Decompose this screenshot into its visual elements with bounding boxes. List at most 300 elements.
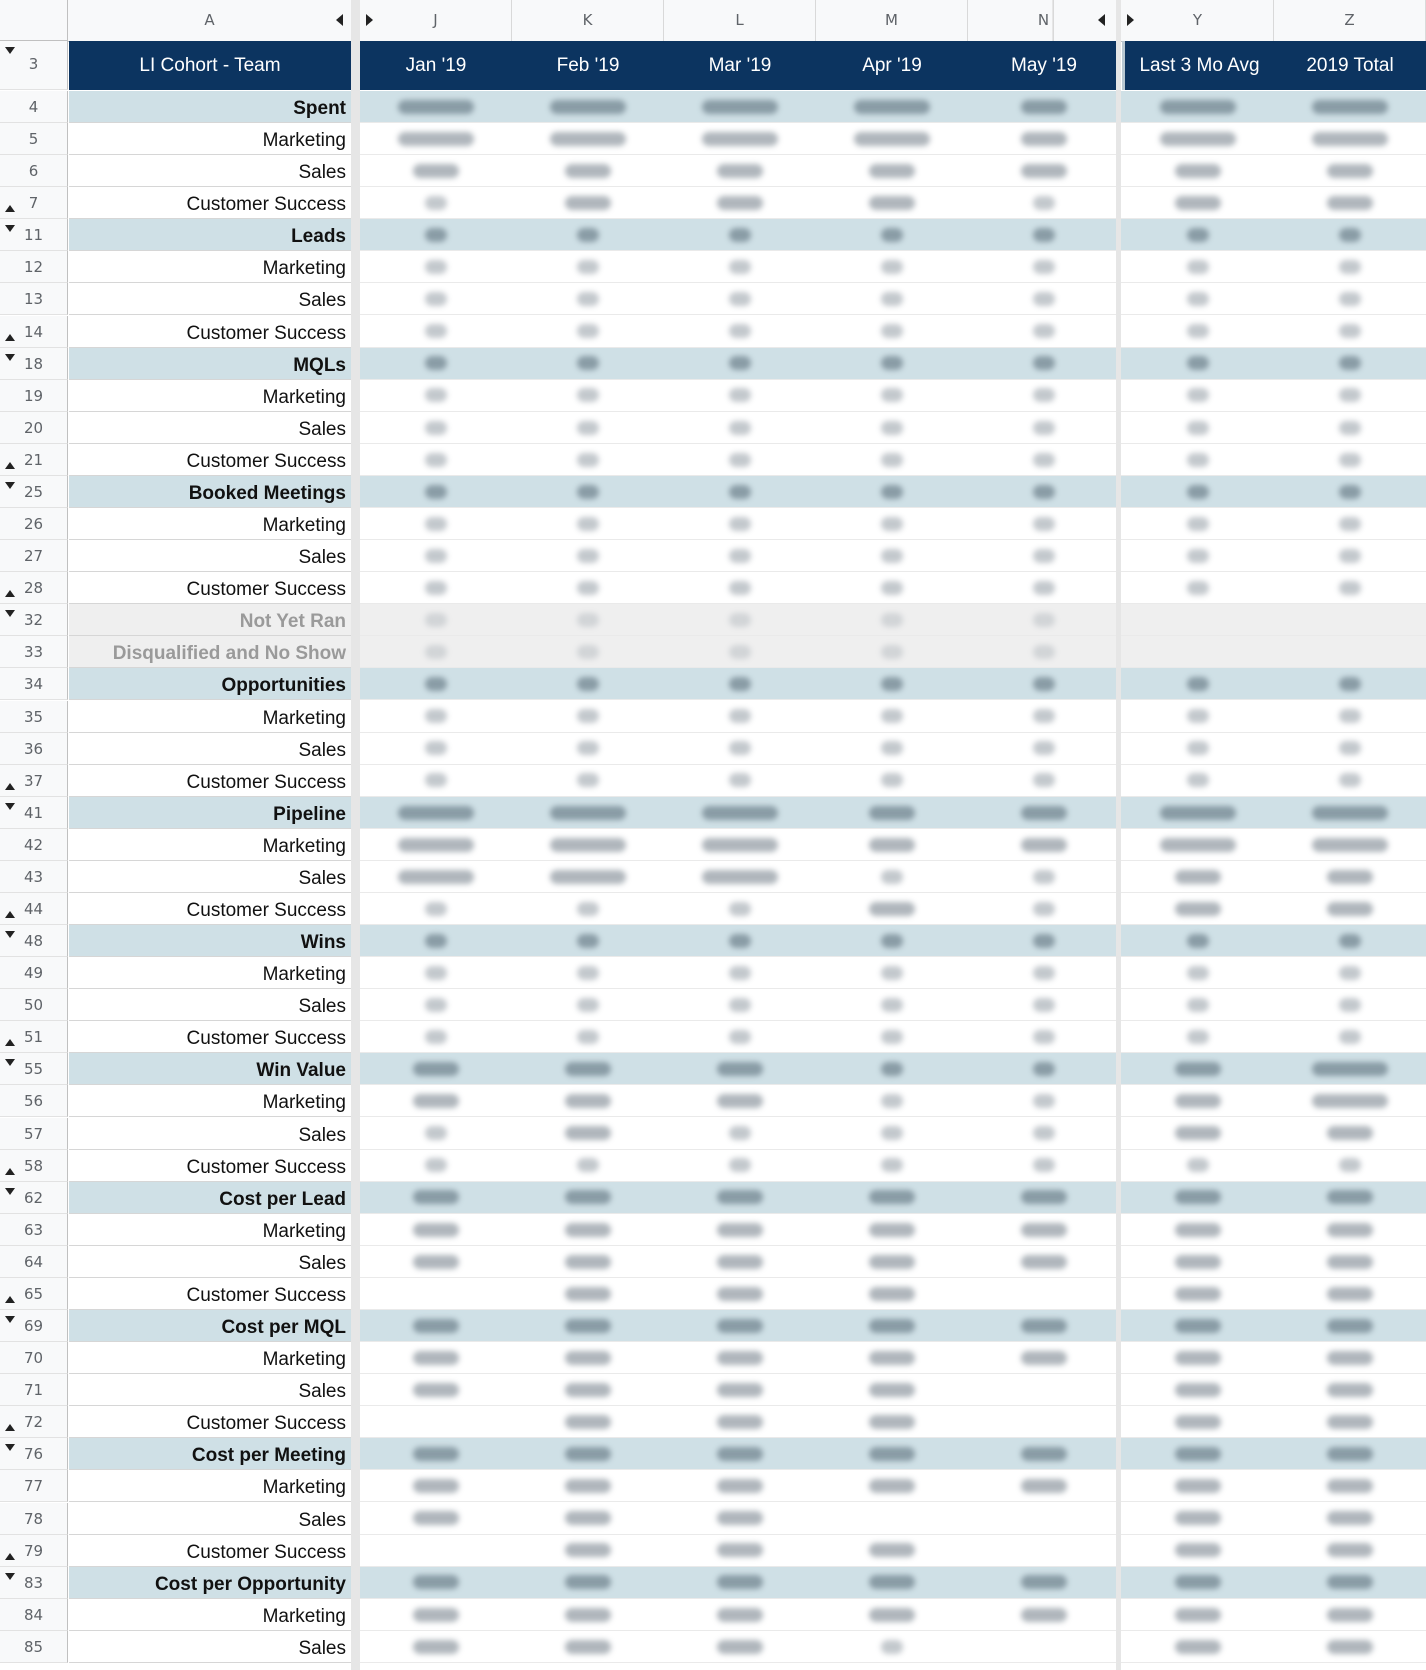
data-cell[interactable] [512, 797, 664, 829]
row-sub-label[interactable]: Sales [69, 861, 351, 893]
data-cell[interactable] [816, 1438, 968, 1470]
row-number[interactable] [0, 1278, 68, 1310]
data-cell[interactable] [512, 1118, 664, 1150]
row-section-label[interactable]: Cost per Meeting [69, 1438, 351, 1470]
data-cell[interactable] [1122, 412, 1274, 444]
row-sub-label[interactable]: Sales [69, 283, 351, 315]
data-cell[interactable] [968, 668, 1120, 700]
data-cell[interactable] [360, 1599, 512, 1631]
data-cell[interactable] [664, 1118, 816, 1150]
data-cell[interactable] [968, 701, 1120, 733]
data-cell[interactable] [968, 765, 1120, 797]
row-number[interactable] [0, 733, 68, 765]
data-cell[interactable] [512, 636, 664, 668]
data-cell[interactable] [1122, 1182, 1274, 1214]
row-section-label[interactable]: Opportunities [69, 668, 351, 700]
row-number[interactable] [0, 91, 68, 123]
row-section-label[interactable]: Not Yet Ran [69, 604, 351, 636]
row-number[interactable] [0, 957, 68, 989]
row-number[interactable] [0, 572, 68, 604]
frozen-column-divider[interactable] [351, 0, 360, 1670]
data-cell[interactable] [816, 1182, 968, 1214]
data-cell[interactable] [1274, 1599, 1426, 1631]
data-cell[interactable] [1122, 701, 1274, 733]
data-cell[interactable] [1122, 91, 1274, 123]
row-sub-label[interactable]: Sales [69, 1374, 351, 1406]
row-number[interactable] [0, 1470, 68, 1502]
data-cell[interactable] [512, 1053, 664, 1085]
row-sub-label[interactable]: Customer Success [69, 444, 351, 476]
data-cell[interactable] [1122, 1503, 1274, 1535]
data-cell[interactable] [816, 1053, 968, 1085]
data-cell[interactable] [968, 604, 1120, 636]
expand-right-arrow-icon[interactable] [1127, 14, 1134, 26]
data-cell[interactable] [1274, 316, 1426, 348]
data-cell[interactable] [816, 1278, 968, 1310]
data-cell[interactable] [1274, 1342, 1426, 1374]
data-cell[interactable] [512, 1278, 664, 1310]
row-sub-label[interactable]: Sales [69, 1503, 351, 1535]
row-number[interactable] [0, 636, 68, 668]
data-cell[interactable] [1274, 1631, 1426, 1663]
collapse-left-arrow-icon[interactable] [336, 14, 343, 26]
data-cell[interactable] [360, 1567, 512, 1599]
data-cell[interactable] [512, 476, 664, 508]
data-cell[interactable] [1122, 1406, 1274, 1438]
data-cell[interactable] [1122, 989, 1274, 1021]
data-cell[interactable] [664, 701, 816, 733]
column-header-n[interactable]: N [968, 0, 1120, 41]
data-cell[interactable] [816, 348, 968, 380]
row-sub-label[interactable]: Marketing [69, 829, 351, 861]
data-cell[interactable] [664, 283, 816, 315]
data-cell[interactable] [360, 861, 512, 893]
data-cell[interactable] [1274, 1567, 1426, 1599]
data-cell[interactable] [1274, 989, 1426, 1021]
data-cell[interactable] [360, 251, 512, 283]
data-cell[interactable] [968, 444, 1120, 476]
row-number[interactable] [0, 861, 68, 893]
data-cell[interactable] [512, 251, 664, 283]
data-cell[interactable] [664, 604, 816, 636]
data-cell[interactable] [360, 444, 512, 476]
data-cell[interactable] [1122, 155, 1274, 187]
data-cell[interactable] [816, 957, 968, 989]
row-sub-label[interactable]: Customer Success [69, 1406, 351, 1438]
row-number[interactable] [0, 508, 68, 540]
header-summary[interactable]: Last 3 Mo Avg [1122, 41, 1274, 90]
data-cell[interactable] [968, 540, 1120, 572]
data-cell[interactable] [968, 155, 1120, 187]
data-cell[interactable] [1274, 1182, 1426, 1214]
data-cell[interactable] [360, 476, 512, 508]
data-cell[interactable] [816, 604, 968, 636]
data-cell[interactable] [664, 219, 816, 251]
row-sub-label[interactable]: Marketing [69, 1599, 351, 1631]
data-cell[interactable] [512, 444, 664, 476]
data-cell[interactable] [968, 91, 1120, 123]
data-cell[interactable] [664, 797, 816, 829]
data-cell[interactable] [968, 957, 1120, 989]
data-cell[interactable] [1122, 1342, 1274, 1374]
data-cell[interactable] [1122, 1246, 1274, 1278]
header-title[interactable]: LI Cohort - Team [69, 41, 351, 90]
data-cell[interactable] [816, 861, 968, 893]
row-section-label[interactable]: Cost per Opportunity [69, 1567, 351, 1599]
data-cell[interactable] [968, 797, 1120, 829]
row-section-label[interactable]: Disqualified and No Show [69, 636, 351, 668]
data-cell[interactable] [968, 636, 1120, 668]
header-summary[interactable]: 2019 Total [1274, 41, 1426, 90]
data-cell[interactable] [664, 572, 816, 604]
data-cell[interactable] [664, 187, 816, 219]
row-number[interactable] [0, 893, 68, 925]
data-cell[interactable] [968, 989, 1120, 1021]
data-cell[interactable] [816, 765, 968, 797]
data-cell[interactable] [360, 604, 512, 636]
data-cell[interactable] [512, 187, 664, 219]
row-sub-label[interactable]: Sales [69, 733, 351, 765]
column-header-l[interactable]: L [664, 0, 816, 41]
data-cell[interactable] [360, 123, 512, 155]
data-cell[interactable] [816, 829, 968, 861]
data-cell[interactable] [664, 1278, 816, 1310]
data-cell[interactable] [816, 925, 968, 957]
row-number[interactable] [0, 283, 68, 315]
data-cell[interactable] [1122, 925, 1274, 957]
row-number[interactable] [0, 989, 68, 1021]
data-cell[interactable] [664, 893, 816, 925]
row-number[interactable] [0, 155, 68, 187]
row-sub-label[interactable]: Customer Success [69, 572, 351, 604]
data-cell[interactable] [360, 1085, 512, 1117]
data-cell[interactable] [816, 1374, 968, 1406]
data-cell[interactable] [1274, 636, 1426, 668]
data-cell[interactable] [816, 380, 968, 412]
data-cell[interactable] [816, 155, 968, 187]
data-cell[interactable] [1122, 219, 1274, 251]
data-cell[interactable] [360, 1503, 512, 1535]
row-sub-label[interactable]: Sales [69, 1246, 351, 1278]
data-cell[interactable] [360, 636, 512, 668]
row-number[interactable] [0, 444, 68, 476]
data-cell[interactable] [360, 412, 512, 444]
row-section-label[interactable]: Spent [69, 91, 351, 123]
data-cell[interactable] [816, 1310, 968, 1342]
data-cell[interactable] [512, 1406, 664, 1438]
data-cell[interactable] [512, 668, 664, 700]
data-cell[interactable] [360, 1278, 512, 1310]
data-cell[interactable] [664, 957, 816, 989]
data-cell[interactable] [1122, 1631, 1274, 1663]
data-cell[interactable] [816, 1567, 968, 1599]
data-cell[interactable] [512, 155, 664, 187]
row-number[interactable] [0, 1374, 68, 1406]
data-cell[interactable] [1122, 1535, 1274, 1567]
data-cell[interactable] [1122, 476, 1274, 508]
row-number[interactable] [0, 1053, 68, 1085]
data-cell[interactable] [968, 1503, 1120, 1535]
data-cell[interactable] [1274, 540, 1426, 572]
header-month[interactable]: May '19 [968, 41, 1120, 90]
data-cell[interactable] [1122, 1053, 1274, 1085]
data-cell[interactable] [968, 251, 1120, 283]
data-cell[interactable] [968, 829, 1120, 861]
data-cell[interactable] [512, 1310, 664, 1342]
row-sub-label[interactable]: Marketing [69, 1085, 351, 1117]
data-cell[interactable] [1122, 1310, 1274, 1342]
data-cell[interactable] [1274, 476, 1426, 508]
data-cell[interactable] [512, 219, 664, 251]
data-cell[interactable] [816, 1214, 968, 1246]
data-cell[interactable] [1122, 636, 1274, 668]
row-number[interactable] [0, 701, 68, 733]
data-cell[interactable] [512, 412, 664, 444]
data-cell[interactable] [664, 540, 816, 572]
data-cell[interactable] [360, 1631, 512, 1663]
data-cell[interactable] [1122, 861, 1274, 893]
data-cell[interactable] [512, 316, 664, 348]
data-cell[interactable] [360, 797, 512, 829]
data-cell[interactable] [664, 925, 816, 957]
row-section-label[interactable]: Wins [69, 925, 351, 957]
data-cell[interactable] [664, 636, 816, 668]
data-cell[interactable] [1274, 1150, 1426, 1182]
data-cell[interactable] [1122, 251, 1274, 283]
data-cell[interactable] [1122, 187, 1274, 219]
data-cell[interactable] [360, 989, 512, 1021]
data-cell[interactable] [360, 1053, 512, 1085]
data-cell[interactable] [968, 476, 1120, 508]
data-cell[interactable] [816, 444, 968, 476]
data-cell[interactable] [360, 1182, 512, 1214]
row-number[interactable] [0, 1503, 68, 1535]
data-cell[interactable] [360, 1438, 512, 1470]
data-cell[interactable] [512, 1342, 664, 1374]
data-cell[interactable] [664, 1021, 816, 1053]
data-cell[interactable] [816, 1342, 968, 1374]
data-cell[interactable] [968, 1374, 1120, 1406]
data-cell[interactable] [512, 123, 664, 155]
row-sub-label[interactable]: Marketing [69, 380, 351, 412]
data-cell[interactable] [1274, 893, 1426, 925]
column-header-m[interactable]: M [816, 0, 968, 41]
data-cell[interactable] [1274, 348, 1426, 380]
data-cell[interactable] [816, 1021, 968, 1053]
data-cell[interactable] [664, 668, 816, 700]
data-cell[interactable] [512, 540, 664, 572]
data-cell[interactable] [968, 1406, 1120, 1438]
data-cell[interactable] [360, 1246, 512, 1278]
data-cell[interactable] [664, 989, 816, 1021]
data-cell[interactable] [512, 1182, 664, 1214]
data-cell[interactable] [1122, 508, 1274, 540]
collapse-left-arrow-icon[interactable] [1098, 14, 1105, 26]
data-cell[interactable] [968, 861, 1120, 893]
data-cell[interactable] [360, 1374, 512, 1406]
row-number[interactable] [0, 1406, 68, 1438]
data-cell[interactable] [1274, 91, 1426, 123]
data-cell[interactable] [1122, 733, 1274, 765]
data-cell[interactable] [664, 829, 816, 861]
data-cell[interactable] [512, 1246, 664, 1278]
data-cell[interactable] [1274, 508, 1426, 540]
column-header-y[interactable]: Y [1122, 0, 1274, 41]
data-cell[interactable] [1122, 1438, 1274, 1470]
data-cell[interactable] [512, 1599, 664, 1631]
data-cell[interactable] [664, 1085, 816, 1117]
row-number[interactable] [0, 380, 68, 412]
data-cell[interactable] [360, 155, 512, 187]
data-cell[interactable] [968, 508, 1120, 540]
data-cell[interactable] [512, 893, 664, 925]
row-number[interactable] [0, 219, 68, 251]
data-cell[interactable] [1274, 1246, 1426, 1278]
column-header-k[interactable]: K [512, 0, 664, 41]
data-cell[interactable] [1274, 1406, 1426, 1438]
data-cell[interactable] [816, 1503, 968, 1535]
data-cell[interactable] [360, 219, 512, 251]
data-cell[interactable] [968, 1278, 1120, 1310]
data-cell[interactable] [512, 283, 664, 315]
data-cell[interactable] [512, 1085, 664, 1117]
data-cell[interactable] [512, 1021, 664, 1053]
expand-right-arrow-icon[interactable] [366, 14, 373, 26]
data-cell[interactable] [360, 283, 512, 315]
row-sub-label[interactable]: Marketing [69, 1470, 351, 1502]
row-number[interactable] [0, 925, 68, 957]
row-sub-label[interactable]: Marketing [69, 251, 351, 283]
data-cell[interactable] [1122, 444, 1274, 476]
data-cell[interactable] [1274, 925, 1426, 957]
data-cell[interactable] [816, 989, 968, 1021]
data-cell[interactable] [1274, 797, 1426, 829]
data-cell[interactable] [968, 1535, 1120, 1567]
row-number[interactable] [0, 412, 68, 444]
data-cell[interactable] [816, 1599, 968, 1631]
data-cell[interactable] [512, 1503, 664, 1535]
data-cell[interactable] [1122, 1374, 1274, 1406]
data-cell[interactable] [1122, 797, 1274, 829]
data-cell[interactable] [1274, 1053, 1426, 1085]
row-number[interactable] [0, 348, 68, 380]
data-cell[interactable] [1122, 1214, 1274, 1246]
data-cell[interactable] [1274, 1438, 1426, 1470]
row-sub-label[interactable]: Sales [69, 540, 351, 572]
data-cell[interactable] [360, 701, 512, 733]
data-cell[interactable] [664, 1567, 816, 1599]
data-cell[interactable] [512, 1470, 664, 1502]
data-cell[interactable] [968, 187, 1120, 219]
data-cell[interactable] [816, 1406, 968, 1438]
data-cell[interactable] [360, 572, 512, 604]
data-cell[interactable] [664, 380, 816, 412]
data-cell[interactable] [816, 412, 968, 444]
data-cell[interactable] [816, 1085, 968, 1117]
data-cell[interactable] [360, 765, 512, 797]
data-cell[interactable] [664, 508, 816, 540]
row-sub-label[interactable]: Marketing [69, 1342, 351, 1374]
data-cell[interactable] [512, 1438, 664, 1470]
data-cell[interactable] [816, 733, 968, 765]
row-number[interactable] [0, 829, 68, 861]
data-cell[interactable] [1274, 957, 1426, 989]
data-cell[interactable] [968, 893, 1120, 925]
data-cell[interactable] [816, 91, 968, 123]
data-cell[interactable] [816, 572, 968, 604]
data-cell[interactable] [816, 1631, 968, 1663]
data-cell[interactable] [816, 476, 968, 508]
data-cell[interactable] [1274, 251, 1426, 283]
data-cell[interactable] [1122, 380, 1274, 412]
data-cell[interactable] [664, 1150, 816, 1182]
row-number[interactable]: 3 [0, 41, 68, 90]
data-cell[interactable] [1274, 861, 1426, 893]
data-cell[interactable] [1274, 1278, 1426, 1310]
data-cell[interactable] [664, 1342, 816, 1374]
data-cell[interactable] [1274, 572, 1426, 604]
data-cell[interactable] [512, 91, 664, 123]
column-header-a[interactable] [68, 0, 352, 41]
row-number[interactable] [0, 604, 68, 636]
data-cell[interactable] [1122, 765, 1274, 797]
data-cell[interactable] [512, 861, 664, 893]
data-cell[interactable] [1274, 1085, 1426, 1117]
row-section-label[interactable]: MQLs [69, 348, 351, 380]
data-cell[interactable] [1274, 444, 1426, 476]
data-cell[interactable] [1274, 1021, 1426, 1053]
data-cell[interactable] [360, 829, 512, 861]
data-cell[interactable] [968, 1599, 1120, 1631]
data-cell[interactable] [664, 476, 816, 508]
data-cell[interactable] [664, 765, 816, 797]
data-cell[interactable] [1122, 1278, 1274, 1310]
data-cell[interactable] [360, 508, 512, 540]
row-sub-label[interactable]: Marketing [69, 123, 351, 155]
data-cell[interactable] [664, 733, 816, 765]
data-cell[interactable] [360, 1470, 512, 1502]
data-cell[interactable] [360, 316, 512, 348]
data-cell[interactable] [1122, 604, 1274, 636]
data-cell[interactable] [512, 765, 664, 797]
row-sub-label[interactable]: Sales [69, 1631, 351, 1663]
row-section-label[interactable]: Win Value [69, 1053, 351, 1085]
data-cell[interactable] [1274, 733, 1426, 765]
data-cell[interactable] [1122, 1567, 1274, 1599]
row-number[interactable] [0, 1631, 68, 1663]
data-cell[interactable] [1274, 604, 1426, 636]
data-cell[interactable] [968, 1310, 1120, 1342]
data-cell[interactable] [1122, 572, 1274, 604]
data-cell[interactable] [664, 1310, 816, 1342]
data-cell[interactable] [968, 123, 1120, 155]
data-cell[interactable] [1122, 348, 1274, 380]
row-sub-label[interactable]: Customer Success [69, 893, 351, 925]
data-cell[interactable] [664, 1599, 816, 1631]
data-cell[interactable] [512, 989, 664, 1021]
row-sub-label[interactable]: Sales [69, 989, 351, 1021]
data-cell[interactable] [816, 797, 968, 829]
data-cell[interactable] [360, 1535, 512, 1567]
data-cell[interactable] [664, 348, 816, 380]
data-cell[interactable] [968, 1118, 1120, 1150]
data-cell[interactable] [1274, 765, 1426, 797]
data-cell[interactable] [968, 1246, 1120, 1278]
data-cell[interactable] [664, 1438, 816, 1470]
header-month[interactable]: Feb '19 [512, 41, 664, 90]
data-cell[interactable] [816, 251, 968, 283]
data-cell[interactable] [512, 1631, 664, 1663]
